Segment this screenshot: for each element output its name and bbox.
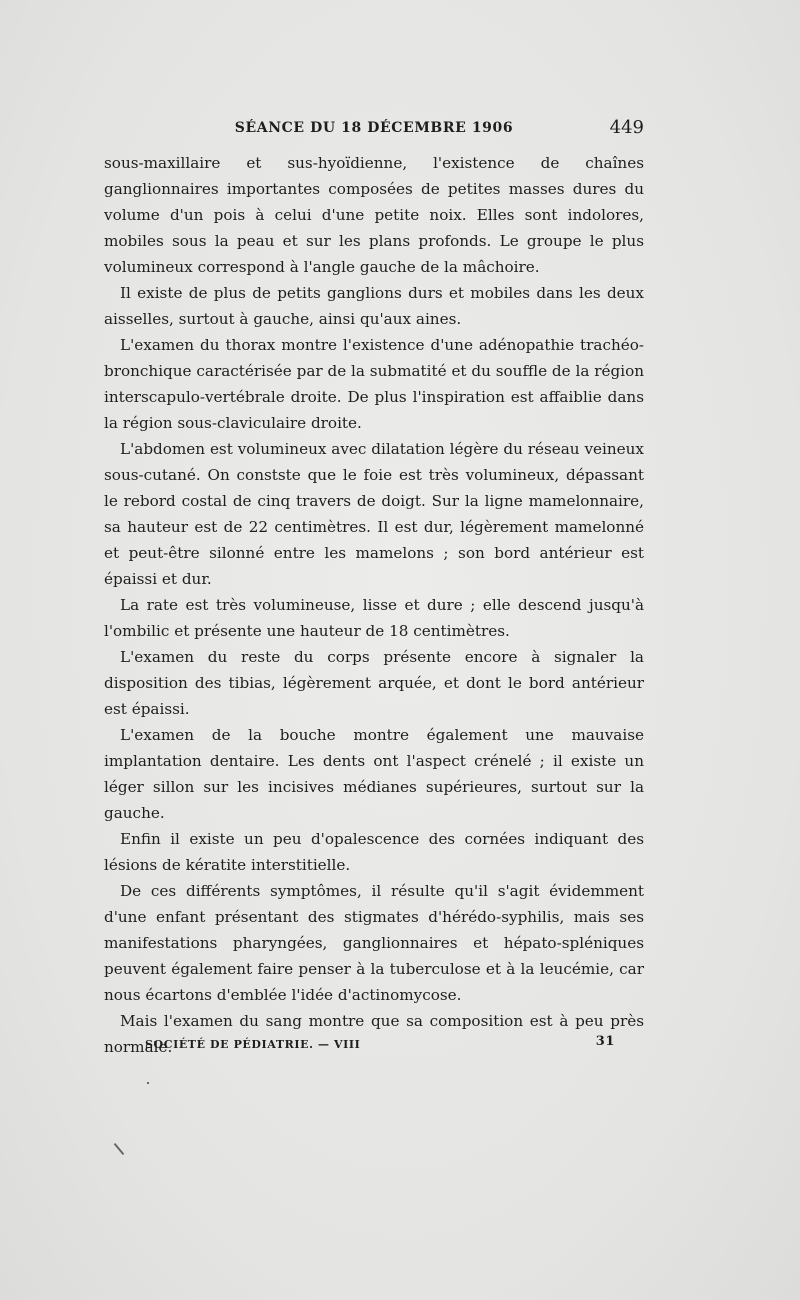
paragraph: L'examen du thorax montre l'existence d'une adénopathie trachéo-bronchique caractérisée par de la submatité et du souffle de la région interscapulo-vertébrale droite. De plus l'inspiration est affaiblie dans la région sous-claviculaire droite.	[104, 336, 644, 432]
paragraph: L'examen du reste du corps présente encore à signaler la disposition des tibias, légèrement arquée, et dont le bord antérieur est épaissi.	[104, 648, 644, 718]
paragraph: sous-maxillaire et sus-hyoïdienne, l'existence de chaînes ganglionnaires importantes composées de petites masses dures du volume d'un pois à celui d'une petite noix. Elles sont indolores, mobiles sous la peau et sur les plans profonds. Le groupe le plus volumineux correspond à l'angle gauche de la mâchoire.	[104, 154, 644, 276]
body-text	[104, 150, 644, 1060]
sheet-number: 31	[595, 1034, 615, 1049]
paragraph: Mais l'examen du sang montre que sa composition est à peu près normale.	[104, 1012, 644, 1056]
paragraph: L'abdomen est volumineux avec dilatation légère du réseau veineux sous-cutané. On constste que le foie est très volumineux, dépassant le rebord costal de cinq travers de doigt. Sur la ligne mamelonnaire, sa hauteur est de 22 centimètres. Il est dur, légèrement mamelonné et peut-être silonné entre les mamelons ; son bord antérieur est épaissi et dur.	[104, 440, 644, 588]
page-number: 449	[609, 117, 644, 138]
running-head	[104, 117, 644, 141]
paper-speck	[147, 1082, 149, 1084]
paragraph: De ces différents symptômes, il résulte qu'il s'agit évidemment d'une enfant présentant des stigmates d'hérédo-syphilis, mais ses manifestations pharyngées, ganglionnaires et hépato-spléniques peuvent également faire penser à la tuberculose et à la leucémie, car nous écartons d'emblée l'idée d'actinomycose.	[104, 882, 644, 1004]
running-head-title: SÉANCE DU 18 DÉCEMBRE 1906	[234, 120, 514, 136]
signature-footer	[145, 1034, 615, 1054]
paragraph: L'examen de la bouche montre également une mauvaise implantation dentaire. Les dents ont l'aspect crénelé ; il existe un léger sillon sur les incisives médianes supérieures, surtout sur la gauche.	[104, 726, 644, 822]
signature-mark: SOCIÉTÉ DE PÉDIATRIE. — VIII	[145, 1038, 361, 1051]
paper-speck	[114, 1143, 125, 1155]
paragraph: Il existe de plus de petits ganglions durs et mobiles dans les deux aisselles, surtout à gauche, ainsi qu'aux aines.	[104, 284, 644, 328]
paragraph: Enfin il existe un peu d'opalescence des cornées indiquant des lésions de kératite interstitielle.	[104, 830, 644, 874]
paragraph: La rate est très volumineuse, lisse et dure ; elle descend jusqu'à l'ombilic et présente une hauteur de 18 centimètres.	[104, 596, 644, 640]
